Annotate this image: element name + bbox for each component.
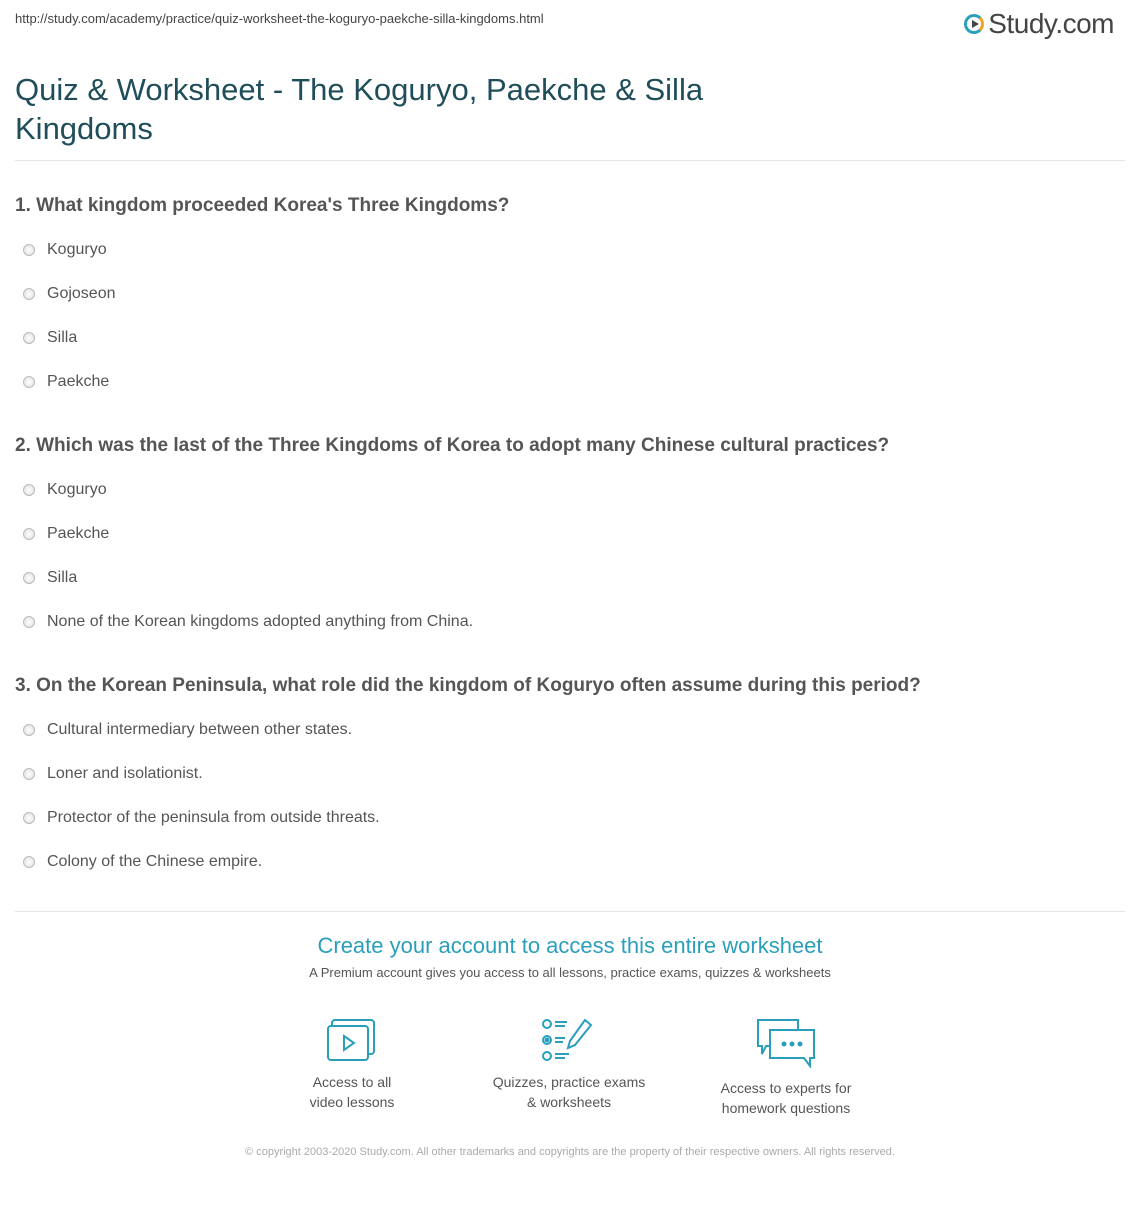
answer-label: Paekche <box>47 525 110 542</box>
answer-label: Loner and isolationist. <box>47 765 203 782</box>
cta-section <box>0 933 1140 980</box>
radio-icon[interactable] <box>23 376 35 388</box>
question-2 <box>15 434 1125 644</box>
answer-label: None of the Korean kingdoms adopted anything from China. <box>47 613 474 630</box>
video-icon <box>326 1018 378 1062</box>
radio-icon[interactable] <box>23 768 35 780</box>
radio-icon[interactable] <box>23 724 35 736</box>
page-url: http://study.com/academy/practice/quiz-worksheet-the-koguryo-paekche-silla-kingdoms.html <box>15 11 544 26</box>
answer-option[interactable] <box>15 512 1125 556</box>
answer-label: Gojoseon <box>47 285 116 302</box>
study-logo[interactable] <box>964 8 1114 40</box>
question-text: 1. What kingdom proceeded Korea's Three Kingdoms? <box>15 195 510 216</box>
radio-icon[interactable] <box>23 288 35 300</box>
chat-icon <box>754 1018 818 1068</box>
question-1 <box>15 194 1125 404</box>
question-text: 3. On the Korean Peninsula, what role did the kingdom of Koguryo often assume during this period? <box>15 675 921 696</box>
question-3 <box>15 674 1125 884</box>
answer-label: Paekche <box>47 373 110 390</box>
answer-option[interactable] <box>15 556 1125 600</box>
feature-text: homework questions <box>721 1100 851 1116</box>
page-title: Quiz & Worksheet - The Koguryo, Paekche & Silla Kingdoms <box>15 72 704 146</box>
radio-icon[interactable] <box>23 856 35 868</box>
answer-option[interactable] <box>15 316 1125 360</box>
feature-video-lessons <box>252 1018 452 1112</box>
answer-option[interactable] <box>15 600 1125 644</box>
radio-icon[interactable] <box>23 528 35 540</box>
answer-option[interactable] <box>15 840 1125 884</box>
answer-option[interactable] <box>15 272 1125 316</box>
divider <box>15 911 1125 912</box>
answer-option[interactable] <box>15 468 1125 512</box>
divider <box>15 160 1125 161</box>
answer-option[interactable] <box>15 708 1125 752</box>
answer-label: Silla <box>47 329 78 346</box>
radio-icon[interactable] <box>23 484 35 496</box>
play-icon <box>964 14 984 34</box>
radio-icon[interactable] <box>23 812 35 824</box>
answer-label: Koguryo <box>47 481 107 498</box>
feature-text: Quizzes, practice exams <box>492 1074 646 1090</box>
feature-quizzes <box>469 1018 669 1112</box>
feature-text: Access to experts for <box>720 1080 852 1096</box>
radio-icon[interactable] <box>23 572 35 584</box>
copyright: © copyright 2003-2020 Study.com. All other trademarks and copyrights are the property of their respective owners. All rights reserved. <box>245 1146 895 1158</box>
radio-icon[interactable] <box>23 332 35 344</box>
radio-icon[interactable] <box>23 244 35 256</box>
feature-text: & worksheets <box>526 1094 612 1110</box>
feature-text: video lessons <box>309 1094 395 1110</box>
create-account-link[interactable]: Create your account to access this entire worksheet <box>317 933 823 958</box>
feature-text: Access to all <box>312 1074 392 1090</box>
answer-option[interactable] <box>15 752 1125 796</box>
answer-label: Cultural intermediary between other states. <box>47 721 353 738</box>
feature-experts <box>686 1018 886 1118</box>
cta-subtitle: A Premium account gives you access to all lessons, practice exams, quizzes & worksheets <box>309 965 831 980</box>
answer-option[interactable] <box>15 360 1125 404</box>
logo-text: Study.com <box>988 8 1114 39</box>
answer-option[interactable] <box>15 228 1125 272</box>
answer-option[interactable] <box>15 796 1125 840</box>
quiz-icon <box>541 1018 597 1062</box>
question-text: 2. Which was the last of the Three Kingdoms of Korea to adopt many Chinese cultural practices? <box>15 435 890 456</box>
answer-label: Protector of the peninsula from outside threats. <box>47 809 380 826</box>
answer-label: Colony of the Chinese empire. <box>47 853 263 870</box>
answer-label: Koguryo <box>47 241 107 258</box>
radio-icon[interactable] <box>23 616 35 628</box>
answer-label: Silla <box>47 569 78 586</box>
